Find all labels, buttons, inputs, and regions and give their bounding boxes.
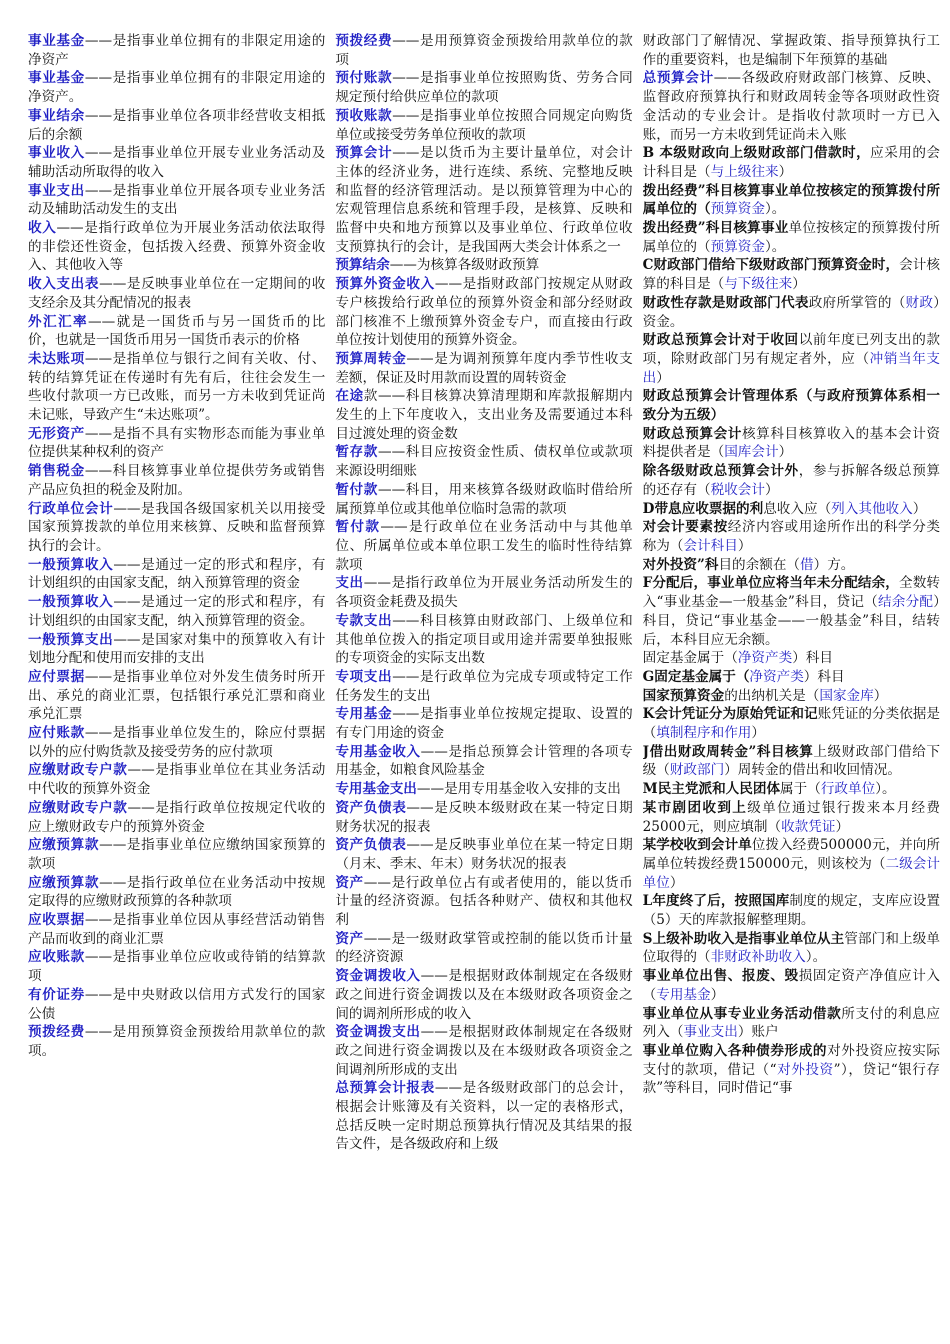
definition: ——是根据财政体制规定在各级财政之间进行资金调拨以及在本级财政各项资金之间调剂所形成的支出 [335,1024,633,1078]
exam-question [643,668,940,687]
term: 应缴预算款 [28,874,100,891]
question-text: 级单位通过银行拨来本月经费25000元，则应填制（ [642,799,940,835]
question-tail: ） [873,687,888,704]
question-text: 所支付的利息应列入（ [642,1005,940,1041]
definition: ——是指事业单位拥有的非限定用途的净资产。 [28,70,326,106]
glossary-entry [335,668,632,705]
answer: 对外投资 [776,1061,834,1078]
question-tail: ）。 [805,949,827,966]
term: 事业收入 [28,145,85,162]
term: 事业结余 [28,107,85,124]
term: 一般预算收入 [28,594,114,611]
term: 预拨经费 [28,1024,85,1041]
question-text: 应采用的会计科目是（ [642,145,940,180]
question-tail: ）科目 [803,668,845,685]
glossary-entry [335,967,632,1023]
question-lead: F分配后，事业单位应将当年未分配结余， [642,575,899,592]
glossary-entry [28,425,325,462]
glossary-entry [28,799,325,836]
question-tail: ）资金。 [642,294,940,330]
question-lead: 对会计要素按 [642,519,728,536]
term: 应收票据 [28,912,85,929]
definition: ——是各级财政部门的总会计，根据会计账簿及有关资料，以一定的表格形式，总括反映一定时期总预算执行情况及其结果的报告文件，是各级政府和上级 [335,1080,633,1153]
glossary-entry [28,593,325,630]
glossary-entry [335,874,632,930]
glossary-entry [335,144,632,256]
question-text: 经济内容或用途所作出的科学分类称为（ [642,519,940,554]
term: 总预算会计 [642,70,714,87]
term: 资产负债表 [335,799,407,816]
definition: ——科目核算决算清理期和库款报解期内发生的上下年度收入，支出业务及需要通过本科目过渡处理的资金数 [335,388,633,442]
definition: ——科目应按资金性质、债权单位或款项来源设明细账 [335,444,633,480]
definition: ——是指事业单位开展各项专业业务活动及辅助活动发生的支出 [28,182,326,218]
glossary-entry [28,911,325,948]
definition: ——是指事业单位拥有的非限定用途的净资产 [28,33,326,68]
exam-question [643,574,940,649]
question-lead: 某学校收到会计单 [642,837,752,854]
exam-question [643,1005,940,1042]
question-lead: 某市剧团收到上 [642,799,748,816]
definition: ——是指行政单位按规定代收的应上缴财政专户的预算外资金 [28,799,326,835]
term: 未达账项 [28,350,85,367]
question-tail: ） [710,986,725,1003]
term: 外汇汇率 [28,313,89,330]
definition: ——科目核算由财政部门、上级单位和其他单位拨入的指定项目或用途并需要单独报账的专项资金的实际支出数 [335,612,633,667]
answer: 与下级往来 [724,276,793,293]
question-text: 制度的规定，支库应设置（5）天的库款报解整理期。 [642,893,940,929]
term: 预算周转金 [335,350,407,367]
definition: ——是指事业单位按照合同规定向购货单位或接受劳务单位预收的款项 [335,107,633,143]
definition: ——为核算各级财政预算 [389,257,540,274]
definition: ——是指总预算会计管理的各项专用基金，如粮食风险基金 [335,743,633,779]
term: 收入 [28,220,57,237]
definition: ——就是一国货币与另一国货币的比价，也就是一国货币用另一国货币表示的价格 [28,313,326,349]
exam-question [643,930,940,967]
question-lead: J借出财政周转金”科目核算 [642,743,814,760]
term: 事业支出 [28,182,85,199]
definition: ——是中央财政以信用方式发行的国家公债 [28,986,326,1022]
glossary-entry [28,107,325,144]
question-text: 全数转入“事业基金—一般基金”科目，贷记（ [642,575,940,611]
term: 资产负债表 [335,837,407,854]
answer: 借 [800,556,814,573]
exam-question [643,518,940,555]
glossary-entry [28,1023,325,1060]
exam-question [643,892,940,929]
term: 预算结余 [335,257,390,274]
term: 专项支出 [335,668,393,685]
question-lead: 事业单位出售、报废、毁 [642,968,799,985]
question-lead: 对外投资”科 [642,556,719,573]
definition: ——是通过一定的形式和程序，有计划组织的由国家支配，纳入预算管理的资金。 [28,594,326,629]
glossary-entry [28,874,325,911]
question-lead: 财政总预算会计管理体系（与政府预算体系相一致分为五级） [642,388,940,424]
definition: ——是为调剂预算年度内季节性收支差额，保证及时用款而设置的周转资金 [335,350,633,386]
question-tail: ） [669,874,684,891]
term: 事业基金 [28,70,85,87]
answer: 预算资金 [710,238,765,255]
question-text: 以前年度已列支出的款项，除财政部门另有规定者外，应（ [642,332,940,367]
question-text: 息收入应（ [763,500,832,517]
answer: 净资产类 [737,650,793,667]
term: 资金调拨收入 [335,968,421,985]
term: 一般预算支出 [28,631,114,648]
glossary-entry [335,275,632,350]
glossary-entry [335,705,632,742]
question-text: 损固定资产净值应计入（ [642,968,940,1003]
definition: ——是反映本级财政在某一特定日期财务状况的报表 [335,799,633,835]
question-tail: ） [751,725,765,742]
question-text: 目的余额在（ [718,556,801,573]
definition: ——是指事业单位按照购货、劳务合同规定预付给供应单位的款项 [335,70,633,106]
exam-question [643,556,940,575]
question-lead: 事业单位从事专业业务活动借款 [642,1005,842,1022]
exam-question [643,705,940,742]
term: 应付票据 [28,668,85,685]
question-text: 单位按核定的预算拨付所属单位的（ [642,220,940,255]
question-text: 政府所掌管的（ [808,294,906,311]
question-lead: 财政性存款是财政部门代表 [642,294,809,311]
question-text: 对外投资应按实际支付的款项，借记（“ [642,1042,940,1078]
answer: 财政 [905,294,934,311]
exam-question [643,182,940,219]
answer: 行政单位 [820,781,876,798]
term: 事业基金 [28,33,85,49]
question-tail: ）。 [765,238,786,255]
term: 预拨经费 [335,33,393,49]
definition: 财政部门了解情况、掌握政策、指导预算执行工作的重要资料，也是编制下年预算的基础 [642,33,940,68]
glossary-entry [28,761,325,798]
term: 预算外资金收入 [335,276,435,293]
term: 资产 [335,874,364,891]
question-lead: G固定基金属于（ [642,668,750,685]
answer: 国库会计 [724,444,779,461]
exam-question [643,649,940,668]
exam-question [643,1042,940,1098]
definition: ——是反映事业单位在一定期间的收支经余及其分配情况的报表 [28,276,326,311]
glossary-entry [335,443,632,480]
definition: ——是根据财政体制规定在各级财政之间进行资金调拨以及在本级财政各项资金之间的调剂所形成的收入 [335,968,633,1022]
answer: 税收会计 [710,481,765,498]
exam-question [643,687,940,706]
definition: ——是反映事业单位在某一特定日期（月末、季末、年末）财务状况的报表 [335,837,633,872]
term: 有价证券 [28,986,85,1003]
answer: 与上级往来 [710,163,779,180]
term: 资产 [335,930,364,947]
term: 资金调拨支出 [335,1024,421,1041]
question-text: 属于（ [780,781,821,798]
exam-question [643,425,940,462]
answer: 收款凭证 [781,818,836,835]
exam-question [643,836,940,892]
answer: 国家金库 [819,687,874,704]
glossary-entry [28,182,325,219]
answer: 专用基金 [656,986,711,1003]
question-tail: ） [765,481,779,498]
glossary-entry [28,219,325,275]
question-lead: 财政总预算会计对于收回 [642,332,799,349]
question-lead: B 本级财政向上级财政部门借款时， [642,145,871,162]
column-middle [335,32,632,1344]
definition: ——是指事业单位发生的，除应付票据以外的应付购货款及接受劳务的应付款项 [28,725,326,760]
exam-question [643,144,940,181]
definition: ——科目核算事业单位提供劳务或销售产品应负担的税金及附加。 [28,463,326,498]
question-tail: ）周转金的借出和收回情况。 [724,762,901,779]
glossary-entry [335,836,632,873]
definition: ——是通过一定的形式和程序，有计划组织的由国家支配，纳入预算管理的资金 [28,556,326,592]
glossary-entry [335,387,632,443]
definition: ——是行政单位在业务活动中与其他单位、所属单位或本单位职工发生的临时性待结算款项 [335,519,633,573]
glossary-entry [28,836,325,873]
question-lead: K会计凭证分为原始凭证和记 [642,706,818,723]
answer: 事业支出 [683,1024,738,1041]
term: 销售税金 [28,463,85,480]
answer: 财政部门 [669,762,725,779]
glossary-entry [28,986,325,1023]
definition: ——是指事业单位应收或待销的结算款项 [28,949,326,985]
question-lead: 除各级财政总预算会计外 [642,463,799,480]
term: 一般预算收入 [28,556,114,573]
glossary-entry [335,780,632,799]
term: 专用基金 [335,706,393,723]
term: 专款支出 [335,612,393,629]
definition: ——是指事业单位按规定提取、设置的有专门用途的资金 [335,706,633,742]
answer: 冲销当年支出 [642,350,940,386]
definition: ——是指不具有实物形态而能为事业单位提供某种权利的资产 [28,425,326,461]
glossary-entry [335,612,632,668]
exam-question [643,294,940,331]
term: 行政单位会计 [28,500,114,517]
question-text: 位拨入经费500000元，并向所属单位转拨经费150000元，则该校为（ [642,837,940,872]
glossary-entry [643,32,940,69]
term-suffix: 款 [363,388,378,405]
glossary-entry [28,275,325,312]
term: 预收账款 [335,107,393,124]
glossary-entry [335,350,632,387]
exam-question [643,462,940,499]
column-left [28,32,325,1344]
term: 收入支出表 [28,276,100,293]
definition: ——是国家对集中的预算收入有计划地分配和使用而安排的支出 [28,631,326,667]
glossary-entry [335,481,632,518]
answer: 填制程序和作用 [656,725,752,742]
answer: 结余分配 [877,594,934,611]
glossary-entry [28,144,325,181]
term: 应收账款 [28,949,85,966]
exam-question [643,780,940,799]
glossary-entry [28,556,325,593]
glossary-entry [335,1023,632,1079]
definition: ——各级政府财政部门核算、反映、监督政府预算执行和财政周转金等各项财政性资金活动的专业会计。是指收付款项时一方已入账，而另一方未收到凭证尚未入账 [642,70,940,143]
glossary-entry [28,668,325,724]
question-text: 的出纳机关是（ [724,687,820,704]
question-tail: ）方。 [813,556,855,573]
glossary-entry [28,631,325,668]
glossary-entry [335,574,632,611]
glossary-entry [335,1079,632,1154]
question-lead: 财政总预算会计 [642,425,742,442]
term: 暂存款 [335,444,378,461]
question-tail: ） [737,537,752,554]
glossary-entry [335,930,632,967]
question-lead: C财政部门借给下级财政部门预算资金时， [642,257,900,274]
definition: ——是我国各级国家机关以用接受国家预算拨款的单位用来核算、反映和监督预算执行的会计。 [28,500,326,554]
term: 专用基金收入 [335,743,421,760]
question-text: 上级财政部门借给下级（ [642,743,940,779]
question-lead: 拨出经费”科目核算事业 [642,220,789,237]
question-tail: ） [835,818,850,835]
question-tail: ）账户 [737,1024,779,1041]
definition: ——是指财政部门按规定从财政专户核拨给行政单位的预算外资金和部分经财政部门核准不上缴预算外资金专户，而直接由行政单位按计划使用的预算外资金。 [335,276,633,349]
term: 应缴财政专户款 [28,762,128,779]
exam-question [643,256,940,293]
exam-question [643,331,940,387]
exam-question [643,743,940,780]
term: 专用基金支出 [335,781,417,798]
exam-question [643,967,940,1004]
glossary-entry [335,799,632,836]
glossary-entry [335,32,632,69]
question-tail: ） [912,500,927,517]
question-tail: ） [656,369,670,386]
answer: 列入其他收入 [831,500,913,517]
question-tail: ） [778,163,793,180]
term: 在途 [335,388,364,405]
glossary-entry [28,350,325,425]
definition: ——是指行政单位为开展业务活动依法取得的非偿还性资金，包括拨入经费、预算外资金收入、其他收入等 [28,220,326,274]
term: 暂付款 [335,519,381,536]
exam-question [643,799,940,836]
glossary-entry [335,69,632,106]
glossary-entry [28,69,325,106]
glossary-entry [335,743,632,780]
definition: ——是用预算资金预拨给用款单位的款项。 [28,1024,326,1059]
question-lead: 事业单位购入各种债券形成的 [642,1042,828,1059]
answer: 非财政补助收入 [710,949,806,966]
question-text: ，参与拆解各级总预算的还存有（ [642,463,940,498]
definition: ——是用预算资金预拨给用款单位的款项 [335,33,633,68]
question-tail: ）科目，贷记“事业基金——一般基金”科目，结转后，本科目应无余额。 [642,594,940,648]
question-text: 管部门和上级单位取得的（ [642,930,940,966]
question-text: 固定基金属于（ [642,650,738,667]
question-lead: L年度终了后，按照国库 [642,893,790,910]
glossary-entry [28,724,325,761]
term: 总预算会计报表 [335,1080,435,1097]
question-text: 核算科目核算收入的基本会计资料提供者是（ [642,425,940,461]
question-text: 账凭证的分类依据是（ [642,706,940,742]
glossary-entry [28,32,325,69]
question-lead: 国家预算资金 [642,687,725,704]
question-tail: ） [778,444,793,461]
definition: ——是指单位与银行之间有关收、付、转的结算凭证在传递时有先有后，往往会发生一些收付款项一方已改账，而另一方未收到凭证尚未记账，导致产生“未达账项”。 [28,350,326,424]
question-tail: ）科目 [792,650,833,667]
exam-question [643,500,940,519]
exam-question [643,219,940,256]
definition: ——是指行政单位为开展业务活动所发生的各项资金耗费及损失 [335,575,633,611]
definition: ——科目，用来核算各级财政临时借给所属预算单位或其他单位临时急需的款项 [335,481,633,517]
definition: ——是指事业单位各项非经营收支相抵后的余额 [28,107,326,143]
glossary-entry [335,518,632,574]
answer: 二级会计单位 [642,855,940,891]
column-right [643,32,940,1344]
question-lead: D带息应收票据的利 [642,500,764,517]
term: 应付账款 [28,725,85,742]
answer: 净资产类 [749,668,804,685]
glossary-entry [28,500,325,556]
term: 预算会计 [335,145,393,162]
definition: ——是指行政单位在业务活动中按规定取得的应缴财政预算的各种款项 [28,874,326,910]
term: 预付账款 [335,70,393,87]
glossary-entry [28,462,325,499]
definition: ——是用专用基金收入安排的支出 [416,781,621,798]
question-lead: S上级补助收入是指事业单位从主 [642,930,845,947]
answer: 会计科目 [683,537,738,554]
glossary-entry [335,256,632,275]
definition: ——是指事业单位开展专业业务活动及辅助活动所取得的收入 [28,145,326,180]
definition: ——是指事业单位对外发生债务时所开出、承兑的商业汇票，包括银行承兑汇票和商业承兑汇票 [28,668,326,723]
definition: ——是一级财政掌管或控制的能以货币计量的经济资源 [335,930,633,966]
term: 支出 [335,575,364,592]
term: 应缴财政专户款 [28,799,128,816]
question-tail: ）。 [875,781,896,798]
definition: ——是行政单位为完成专项或特定工作任务发生的支出 [335,668,633,704]
term: 暂付款 [335,481,378,498]
question-tail: ） [792,276,806,293]
definition: ——是以货币为主要计量单位，对会计主体的经济业务，进行连续、系统、完整地反映和监督的经济管理活动。是以预算管理为中心的宏观管理信息系统和管理手段，是核算、反映和监督中央和地方预算以及事业单位、行政单位收支预算执行的会计，是我国两大类会计体系之一 [335,145,633,255]
definition: ——是指事业单位在其业务活动中代收的预算外资金 [28,762,326,798]
term: 应缴预算款 [28,837,100,854]
definition: ——是指事业单位因从事经营活动销售产品而收到的商业汇票 [28,912,326,947]
glossary-entry [28,313,325,350]
glossary-entry [28,948,325,985]
question-lead: 拨出经费”科目核算事业单位按核定的预算拨付所属单位的（ [642,182,940,218]
glossary-entry [335,107,632,144]
glossary-entry [643,69,940,144]
answer: 预算资金 [710,201,765,218]
definition: ——是指事业单位应缴纳国家预算的款项 [28,837,326,872]
question-lead: M民主党派和人民团体 [642,781,781,798]
exam-question [643,387,940,424]
definition: ——是行政单位占有或者使用的，能以货币计量的经济资源。包括各种财产、债权和其他权利 [335,874,633,929]
question-text: 会计核算的科目是（ [642,257,940,293]
question-tail: ”），贷记“银行存款”等科目，同时借记“事 [642,1061,940,1097]
term: 无形资产 [28,425,85,442]
question-tail: ）。 [765,201,786,218]
